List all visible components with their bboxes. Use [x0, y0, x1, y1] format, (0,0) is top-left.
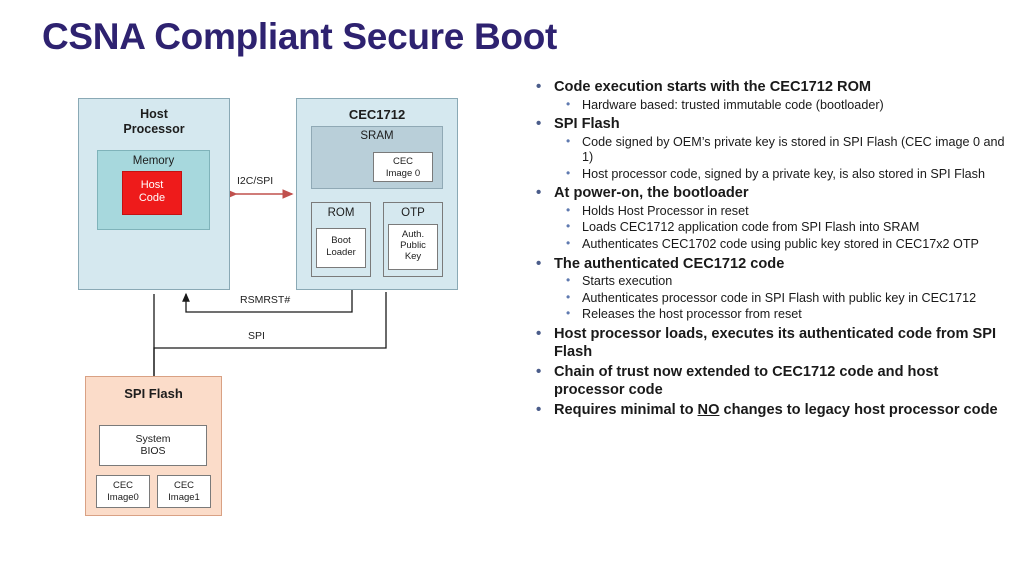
- bullet-text: • Code execution starts with the CEC1712 ROM: [554, 79, 871, 95]
- bullet-item: [528, 78, 1006, 113]
- i2c-spi-connection-label: I2C/SPI: [237, 175, 274, 187]
- memory-label: Memory: [132, 155, 175, 167]
- spi-flash-label: SPI Flash: [124, 386, 183, 401]
- otp-label: OTP: [401, 207, 425, 219]
- auth-public-key-block: [388, 224, 438, 270]
- sub-bullet-item: • Hardware based: trusted immutable code (bootloader): [554, 98, 1006, 114]
- system-bios-label: System BIOS: [135, 433, 171, 457]
- spi-connection-label: SPI: [248, 330, 265, 342]
- sub-bullet-list: [554, 98, 1006, 114]
- bullet-text: • SPI Flash: [554, 116, 620, 132]
- bullet-text: • At power-on, the bootloader: [554, 185, 749, 201]
- rom-label: ROM: [327, 207, 355, 219]
- boot-loader-label: Boot Loader: [326, 235, 356, 258]
- cec-image1-flash-label: CEC Image1: [168, 480, 200, 503]
- bullet-list: [528, 78, 1006, 419]
- bullet-text: • Chain of trust now extended to CEC1712 code and host processor code: [554, 364, 938, 399]
- sub-bullet-list: [554, 135, 1006, 183]
- bullet-item: [528, 255, 1006, 323]
- bullet-item: [528, 401, 1006, 420]
- cec-image0-flash-block: [96, 475, 150, 508]
- sram-label: SRAM: [360, 130, 394, 142]
- host-processor-label: Host Processor: [123, 107, 185, 136]
- rsmrst-connection-label: RSMRST#: [240, 294, 291, 306]
- bullet-text: • The authenticated CEC1712 code: [554, 256, 784, 272]
- sub-bullet-item: • Starts execution: [554, 274, 1006, 290]
- bullet-item: [528, 115, 1006, 182]
- boot-loader-block: [316, 228, 366, 268]
- bullet-item: [528, 184, 1006, 252]
- sub-bullet-item: • Code signed by OEM’s private key is stored in SPI Flash (CEC image 0 and 1): [554, 135, 1006, 166]
- sub-bullet-item: • Loads CEC1712 application code from SPI Flash into SRAM: [554, 220, 1006, 236]
- bullet-item: [528, 325, 1006, 362]
- sub-bullet-item: • Authenticates CEC1702 code using public key stored in CEC17x2 OTP: [554, 237, 1006, 253]
- cec-image0-sram-label: CEC Image 0: [385, 156, 421, 179]
- bullet-text: • Requires minimal to NO changes to legacy host processor code: [554, 402, 998, 418]
- cec-image0-flash-label: CEC Image0: [107, 480, 139, 503]
- cec-image1-flash-block: [157, 475, 211, 508]
- bullet-item: [528, 363, 1006, 400]
- auth-public-key-label: Auth. Public Key: [400, 229, 426, 262]
- host-code-label: Host Code: [138, 179, 166, 204]
- page-title: CSNA Compliant Secure Boot: [42, 16, 558, 57]
- sub-bullet-item: • Holds Host Processor in reset: [554, 204, 1006, 220]
- sub-bullet-item: • Host processor code, signed by a private key, is also stored in SPI Flash: [554, 167, 1006, 183]
- bullet-text: • Host processor loads, executes its authenticated code from SPI Flash: [554, 326, 996, 361]
- sub-bullet-list: [554, 274, 1006, 323]
- secure-boot-diagram: [0, 80, 500, 540]
- cec-image0-sram-block: [373, 152, 433, 182]
- cec1712-label: CEC1712: [348, 107, 406, 122]
- sub-bullet-item: • Releases the host processor from reset: [554, 307, 1006, 323]
- sub-bullet-item: • Authenticates processor code in SPI Flash with public key in CEC1712: [554, 291, 1006, 307]
- host-code-block: [122, 171, 182, 215]
- bullet-list-panel: [528, 78, 1006, 420]
- system-bios-block: [99, 425, 207, 466]
- sub-bullet-list: [554, 204, 1006, 253]
